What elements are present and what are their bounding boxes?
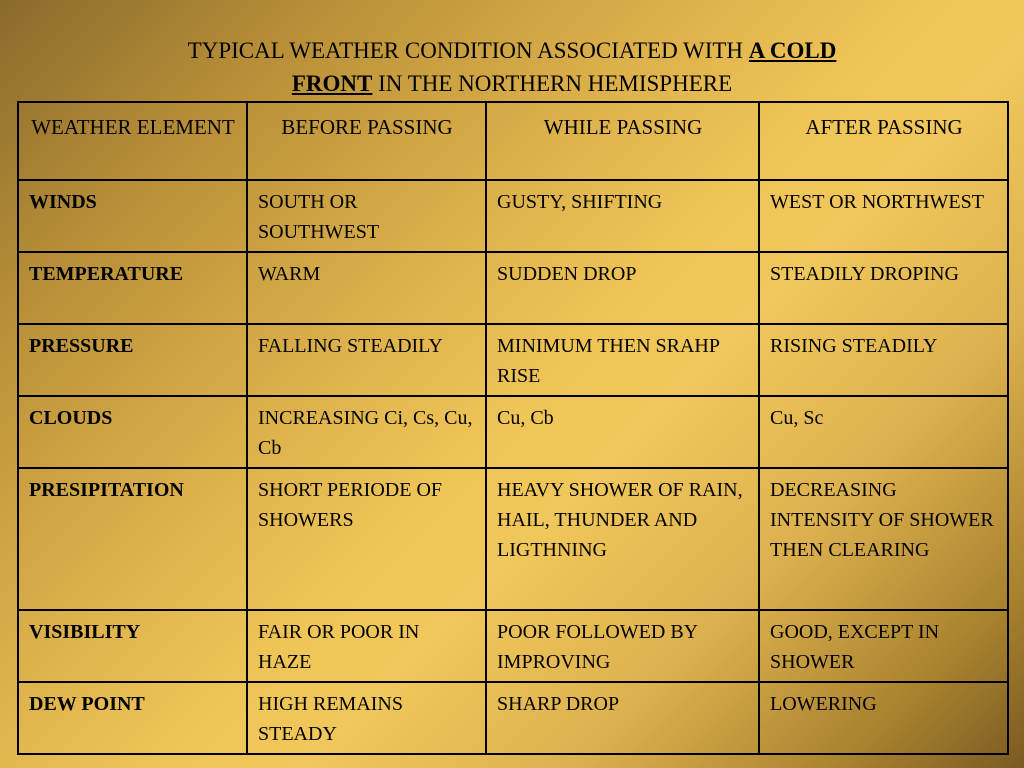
cell-element: PRESIPITATION: [18, 468, 247, 610]
table-row-temperature: [18, 252, 1008, 324]
cell-after: WEST OR NORTHWEST: [759, 180, 1008, 252]
table-row-pressure: [18, 324, 1008, 396]
title-suffix: IN THE NORTHERN HEMISPHERE: [372, 71, 733, 96]
header-before-passing: BEFORE PASSING: [247, 102, 486, 180]
cell-while: SUDDEN DROP: [486, 252, 759, 324]
table-row-presipitation: [18, 468, 1008, 610]
cell-after: RISING STEADILY: [759, 324, 1008, 396]
table-row-dew-point: [18, 682, 1008, 754]
cell-element: DEW POINT: [18, 682, 247, 754]
cell-after: LOWERING: [759, 682, 1008, 754]
cell-after: Cu, Sc: [759, 396, 1008, 468]
table-row-clouds: [18, 396, 1008, 468]
header-after-passing: AFTER PASSING: [759, 102, 1008, 180]
table-row-visibility: [18, 610, 1008, 682]
cell-element: PRESSURE: [18, 324, 247, 396]
cell-before: INCREASING Ci, Cs, Cu, Cb: [247, 396, 486, 468]
cell-element: WINDS: [18, 180, 247, 252]
cell-before: HIGH REMAINS STEADY: [247, 682, 486, 754]
cell-while: POOR FOLLOWED BY IMPROVING: [486, 610, 759, 682]
cell-before: WARM: [247, 252, 486, 324]
cell-after: GOOD, EXCEPT IN SHOWER: [759, 610, 1008, 682]
cell-element: VISIBILITY: [18, 610, 247, 682]
cell-after: DECREASING INTENSITY OF SHOWER THEN CLEARING: [759, 468, 1008, 610]
slide-title: [0, 34, 1024, 100]
cell-while: Cu, Cb: [486, 396, 759, 468]
cell-while: GUSTY, SHIFTING: [486, 180, 759, 252]
cell-while: HEAVY SHOWER OF RAIN, HAIL, THUNDER AND LIGTHNING: [486, 468, 759, 610]
cell-element: CLOUDS: [18, 396, 247, 468]
cell-before: SHORT PERIODE OF SHOWERS: [247, 468, 486, 610]
cell-before: FAIR OR POOR IN HAZE: [247, 610, 486, 682]
header-while-passing: WHILE PASSING: [486, 102, 759, 180]
title-emphasis-cold: A COLD: [748, 38, 837, 63]
cell-while: SHARP DROP: [486, 682, 759, 754]
table-header-row: [18, 102, 1008, 180]
cell-while: MINIMUM THEN SRAHP RISE: [486, 324, 759, 396]
table-row-winds: [18, 180, 1008, 252]
cell-after: STEADILY DROPING: [759, 252, 1008, 324]
weather-table: [17, 101, 1009, 755]
header-weather-element: WEATHER ELEMENT: [18, 102, 247, 180]
title-emphasis-front: FRONT: [291, 71, 373, 96]
cell-before: FALLING STEADILY: [247, 324, 486, 396]
cell-before: SOUTH OR SOUTHWEST: [247, 180, 486, 252]
title-prefix: TYPICAL WEATHER CONDITION ASSOCIATED WITH: [187, 38, 749, 63]
cell-element: TEMPERATURE: [18, 252, 247, 324]
